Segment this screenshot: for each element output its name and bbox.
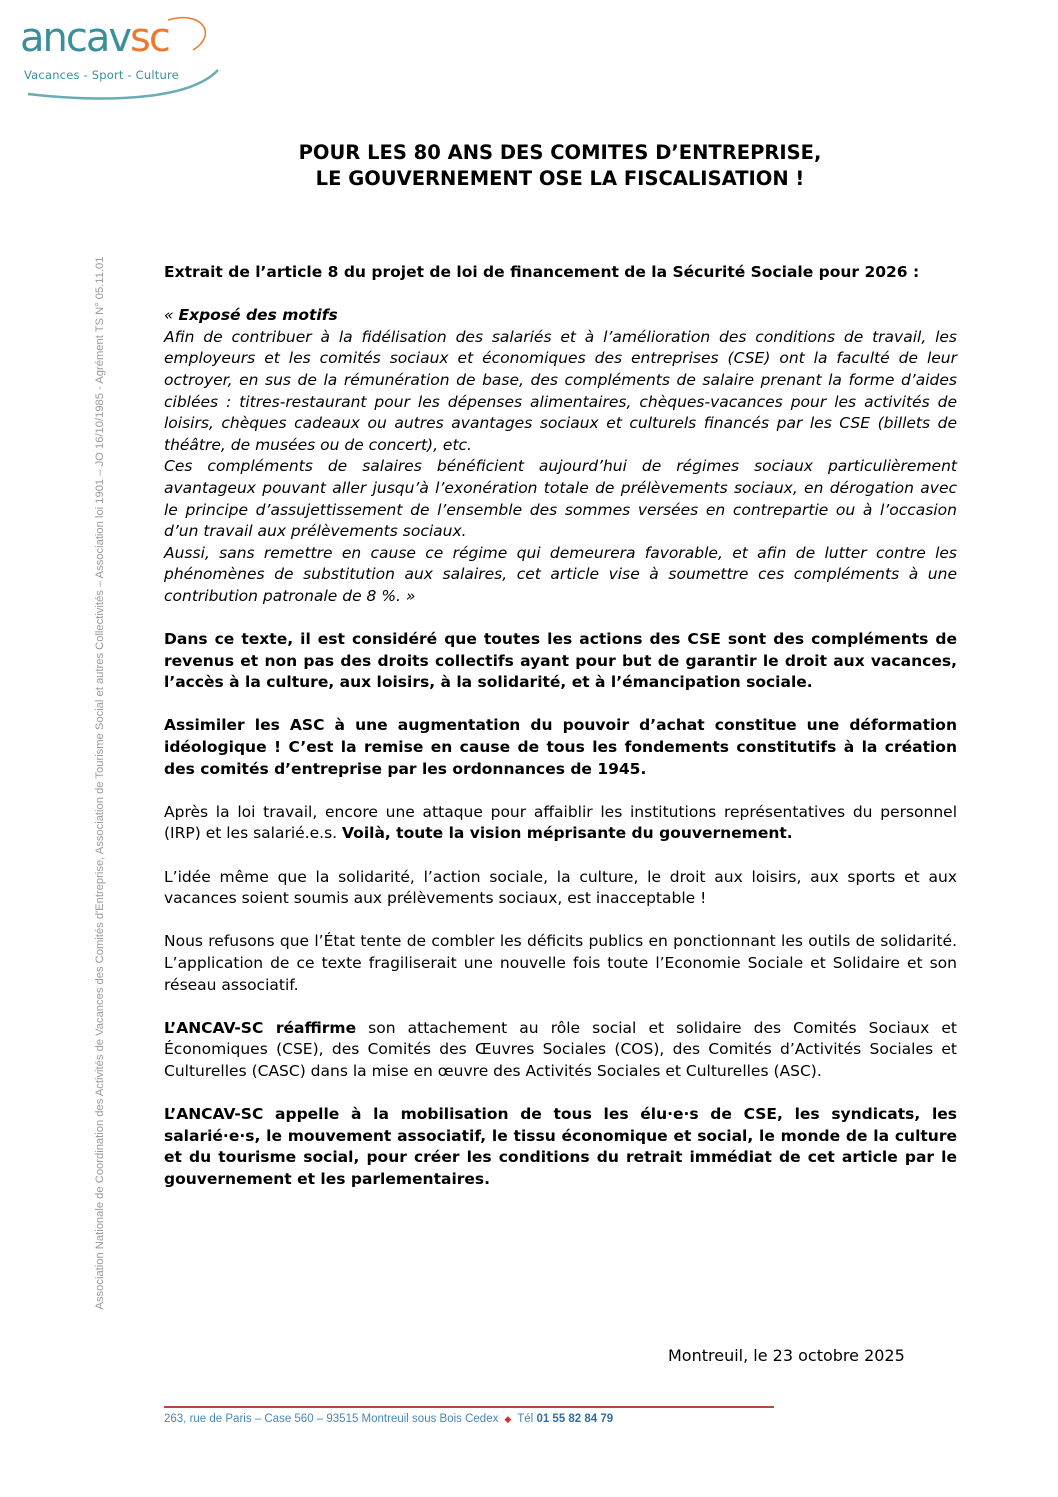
legal-mention: Association Nationale de Coordination des Activités de Vacances des Comités d'Entreprise, Association de Tourisme Social et autres Collectivités – Association loi 1901 – JO 16/10/1985 - Agrément TS N° 05.11.01 [94, 255, 106, 1310]
paragraph-5: Nous refusons que l’État tente de combler les déficits publics en ponctionnant les outils de solidarité. L’application de ce texte fragiliserait une nouvelle fois toute l’Economie Sociale et Solidaire et son réseau associatif. [164, 932, 957, 994]
title-line-1: POUR LES 80 ANS DES COMITES D’ENTREPRISE, [298, 141, 822, 164]
paragraph-4: L’idée même que la solidarité, l’action sociale, la culture, le droit aux loisirs, aux sports et aux vacances soient soumis aux prélèvements sociaux, est inacceptable ! [164, 867, 957, 908]
quote-open: « [164, 306, 179, 325]
logo-wordmark [20, 15, 169, 61]
paragraph-6-emphasis: L’ANCAV-SC réaffirme [164, 1018, 357, 1037]
paragraph-6-text: son attachement au rôle social et solidaire des Comités Sociaux et Économiques (CSE), des Comités des Œuvres Sociales (COS), des Comités d’Activités Sociales et Culturelles (CASC) dans la mise en œuvre des Activités Sociales et Culturelles (ASC). [164, 1018, 957, 1080]
paragraph-1: Dans ce texte, il est considéré que toutes les actions des CSE sont des compléments de revenus et non pas des droits collectifs ayant pour but de garantir le droit aux vacances, l’accès à la culture, aux loisirs, à la solidarité, et à l’émancipation sociale. [164, 630, 957, 692]
quoted-excerpt [164, 305, 957, 607]
quote-heading-line [164, 305, 957, 327]
footer-phone-number[interactable]: 01 55 82 84 79 [536, 1413, 614, 1425]
logo-tagline: Vacances - Sport - Culture [24, 68, 179, 82]
footer-contact [164, 1413, 613, 1425]
title-line-2: LE GOUVERNEMENT OSE LA FISCALISATION ! [315, 167, 805, 190]
paragraph-2: Assimiler les ASC à une augmentation du pouvoir d’achat constitue une déformation idéologique ! C’est la remise en cause de tous les fondements constitutifs à la création des comités d’entreprise par les ordonnances de 1945. [164, 716, 957, 778]
quote-paragraph-3: Aussi, sans remettre en cause ce régime qui demeurera favorable, et afin de lutter contre les phénomènes de substitution aux salaires, cet article vise à soumettre ces compléments à une contribution patronale de 8 %. » [164, 543, 957, 605]
document-body [164, 262, 957, 1212]
vertical-legal-sidebar [90, 235, 110, 1330]
ancav-sc-logo [18, 10, 228, 102]
paragraph-3-text: Après la loi travail, encore une attaque pour affaiblir les institutions représentatives du personnel (IRP) et les salarié.e.s. [164, 802, 957, 843]
footer-address: 263, rue de Paris – Case 560 – 93515 Montreuil sous Bois Cedex [164, 1413, 499, 1425]
place-and-date: Montreuil, le 23 octobre 2025 [668, 1346, 905, 1365]
paragraph-3 [164, 802, 957, 845]
paragraph-7: L’ANCAV-SC appelle à la mobilisation de tous les élu·e·s de CSE, les syndicats, les salarié·e·s, le mouvement associatif, le tissu économique et social, le monde de la culture et du tourisme social, pour créer les conditions du retrait immédiat de cet article par le gouvernement et les parlementaires. [164, 1105, 957, 1188]
quote-paragraph-1: Afin de contribuer à la fidélisation des salariés et à l’amélioration des conditions de travail, les employeurs et les comités sociaux et économiques des entreprises (CSE) ont la faculté de leur octroyer, en sus de la rémunération de base, des compléments de salaire prenant la forme d’aides ciblées : titres-restaurant pour les dépenses alimentaires, chèques-vacances pour les activités de loisirs, chèques cadeaux ou autres avantages sociaux et culturels financés par les CSE (billets de théâtre, de musées ou de concert), etc. [164, 327, 957, 454]
logo-sc: sc [130, 15, 169, 61]
document-title [160, 140, 960, 192]
logo-ancav: ancav [20, 15, 131, 61]
footer-divider [164, 1406, 774, 1408]
footer-tel-label: Tél [517, 1413, 537, 1425]
paragraph-3-emphasis: Voilà, toute la vision méprisante du gouvernement. [342, 824, 793, 843]
paragraph-6 [164, 1018, 957, 1083]
diamond-separator-icon: ◆ [504, 1414, 512, 1424]
quote-paragraph-2: Ces compléments de salaires bénéficient aujourd’hui de régimes sociaux particulièrement avantageux pouvant aller jusqu’à l’exonération totale de prélèvements sociaux, en dérogation avec le principe d’assujettissement de l’ensemble des sommes versées en contrepartie ou à l’occasion d’un travail aux prélèvements sociaux. [164, 457, 957, 541]
intro-heading: Extrait de l’article 8 du projet de loi de financement de la Sécurité Sociale pour 2026 : [164, 263, 920, 281]
quote-heading: Exposé des motifs [178, 306, 338, 325]
